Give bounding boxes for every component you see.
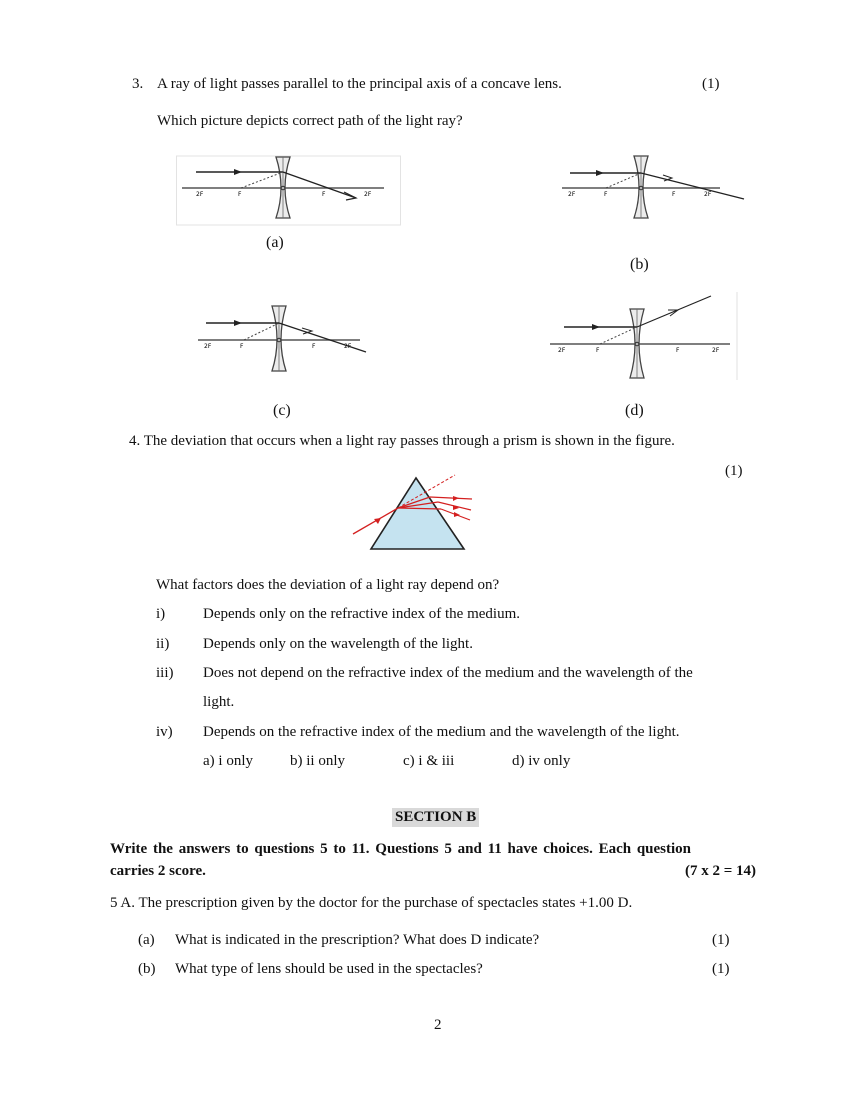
option-d-label: (d): [625, 402, 644, 419]
answer-option-a: a) i only: [203, 753, 253, 769]
diagram-a-label-2f-left: 2F: [196, 191, 204, 198]
q4-text: 4. The deviation that occurs when a light ray passes through a prism is shown in the figure.: [129, 433, 675, 449]
section-b-instruction-line2: carries 2 score.: [110, 863, 206, 879]
statement-number: iv): [156, 724, 173, 740]
q3-text: A ray of light passes parallel to the principal axis of a concave lens.: [157, 76, 562, 92]
q5a-part-text: What is indicated in the prescription? What does D indicate?: [175, 932, 540, 948]
diagram-d-label-f-left: F: [596, 347, 600, 354]
q5a-part-marks: (1): [712, 961, 730, 977]
statement-text: Depends only on the wavelength of the light.: [203, 636, 473, 652]
lens-diagram-b: [558, 152, 750, 222]
diagram-b-label-f-left: F: [604, 191, 608, 198]
statement-number: ii): [156, 636, 170, 652]
diagram-b-label-2f-right: 2F: [704, 191, 712, 198]
answer-option-b: b) ii only: [290, 753, 345, 769]
page-number: 2: [434, 1017, 442, 1033]
diagram-c-label-f-right: F: [312, 343, 316, 350]
option-b-label: (b): [630, 256, 649, 273]
diagram-a-label-f-right: F: [322, 191, 326, 198]
q3-number: 3.: [132, 76, 144, 92]
lens-diagram-d: [548, 292, 742, 380]
statement-text-continued: light.: [203, 694, 235, 710]
q5a-part-marks: (1): [712, 932, 730, 948]
q4-question: What factors does the deviation of a light ray depend on?: [156, 577, 500, 593]
statement-number: iii): [156, 665, 174, 681]
diagram-c-label-f-left: F: [240, 343, 244, 350]
lens-diagram-c: [194, 303, 370, 375]
answer-option-d: d) iv only: [512, 753, 571, 769]
diagram-c-label-2f-left: 2F: [204, 343, 212, 350]
lens-diagram-a: [176, 152, 402, 228]
statement-text: Depends only on the refractive index of the medium.: [203, 606, 520, 622]
diagram-d-label-2f-right: 2F: [712, 347, 720, 354]
statement-text: Depends on the refractive index of the medium and the wavelength of the light.: [203, 724, 680, 740]
q5a-part-text: What type of lens should be used in the spectacles?: [175, 961, 483, 977]
prism-diagram: [350, 472, 478, 554]
section-b-score-total: (7 x 2 = 14): [685, 863, 757, 879]
option-c-label: (c): [273, 402, 291, 419]
section-b-instruction-line1: Write the answers to questions 5 to 11. Questions 5 and 11 have choices. Each question: [110, 841, 692, 857]
q3-subtext: Which picture depicts correct path of the light ray?: [157, 113, 463, 129]
q4-marks: (1): [725, 463, 743, 479]
diagram-b-label-2f-left: 2F: [568, 191, 576, 198]
q5a-text: 5 A. The prescription given by the doctor for the purchase of spectacles states +1.00 D.: [110, 895, 633, 911]
option-a-label: (a): [266, 234, 284, 251]
diagram-c-label-2f-right: 2F: [344, 343, 352, 350]
q3-marks: (1): [702, 76, 720, 92]
diagram-a-label-2f-right: 2F: [364, 191, 372, 198]
section-b-title: SECTION B: [392, 808, 479, 827]
diagram-b-label-f-right: F: [672, 191, 676, 198]
q5a-part-label: (a): [138, 932, 155, 948]
diagram-d-label-f-right: F: [676, 347, 680, 354]
statement-number: i): [156, 606, 166, 622]
diagram-a-label-f-left: F: [238, 191, 242, 198]
answer-option-c: c) i & iii: [403, 753, 455, 769]
statement-text: Does not depend on the refractive index of the medium and the wavelength of the: [203, 665, 693, 681]
q5a-part-label: (b): [138, 961, 156, 977]
diagram-d-label-2f-left: 2F: [558, 347, 566, 354]
